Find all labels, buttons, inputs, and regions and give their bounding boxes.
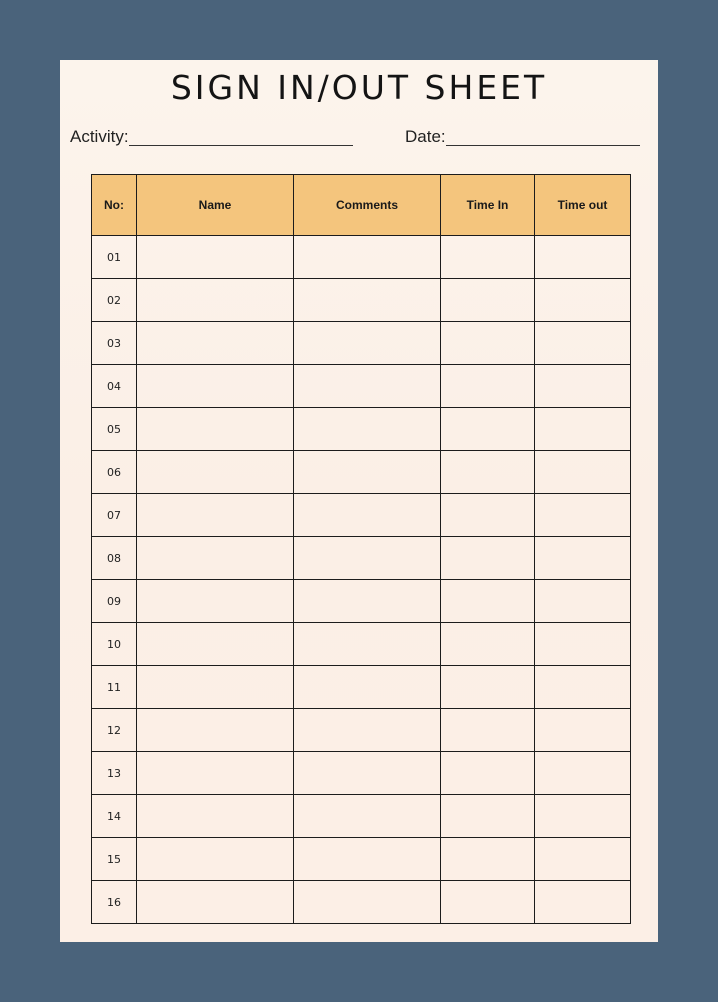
time-in-cell[interactable] — [441, 322, 535, 365]
time-in-cell[interactable] — [441, 666, 535, 709]
time-in-cell[interactable] — [441, 451, 535, 494]
name-cell[interactable] — [137, 451, 294, 494]
activity-blank-line[interactable] — [129, 144, 353, 146]
table-row — [92, 709, 631, 752]
name-cell[interactable] — [137, 838, 294, 881]
table-row — [92, 365, 631, 408]
time-out-cell[interactable] — [535, 322, 631, 365]
time-in-cell[interactable] — [441, 838, 535, 881]
table-row — [92, 580, 631, 623]
comments-cell[interactable] — [294, 580, 441, 623]
comments-cell[interactable] — [294, 623, 441, 666]
comments-cell[interactable] — [294, 236, 441, 279]
comments-cell[interactable] — [294, 795, 441, 838]
time-out-cell[interactable] — [535, 881, 631, 924]
name-cell[interactable] — [137, 580, 294, 623]
sign-in-out-sheet — [60, 60, 658, 942]
row-number: 07 — [92, 494, 137, 537]
row-number: 02 — [92, 279, 137, 322]
comments-cell[interactable] — [294, 752, 441, 795]
time-out-cell[interactable] — [535, 795, 631, 838]
row-number: 03 — [92, 322, 137, 365]
name-cell[interactable] — [137, 752, 294, 795]
name-cell[interactable] — [137, 322, 294, 365]
name-cell[interactable] — [137, 236, 294, 279]
time-out-cell[interactable] — [535, 279, 631, 322]
table-row — [92, 752, 631, 795]
table-row — [92, 236, 631, 279]
name-cell[interactable] — [137, 408, 294, 451]
time-out-cell[interactable] — [535, 752, 631, 795]
table-row — [92, 838, 631, 881]
name-cell[interactable] — [137, 365, 294, 408]
date-blank-line[interactable] — [446, 144, 640, 146]
name-cell[interactable] — [137, 795, 294, 838]
time-in-cell[interactable] — [441, 408, 535, 451]
comments-cell[interactable] — [294, 666, 441, 709]
time-in-cell[interactable] — [441, 279, 535, 322]
date-label: Date: — [405, 127, 446, 146]
row-number: 05 — [92, 408, 137, 451]
comments-cell[interactable] — [294, 494, 441, 537]
time-in-cell[interactable] — [441, 709, 535, 752]
comments-cell[interactable] — [294, 408, 441, 451]
row-number: 01 — [92, 236, 137, 279]
row-number: 04 — [92, 365, 137, 408]
time-out-cell[interactable] — [535, 537, 631, 580]
table-row — [92, 451, 631, 494]
name-cell[interactable] — [137, 279, 294, 322]
name-cell[interactable] — [137, 494, 294, 537]
row-number: 16 — [92, 881, 137, 924]
activity-field — [70, 124, 353, 148]
comments-cell[interactable] — [294, 838, 441, 881]
time-in-cell[interactable] — [441, 537, 535, 580]
header-time-out: Time out — [535, 175, 631, 236]
time-in-cell[interactable] — [441, 494, 535, 537]
table-header-row — [92, 175, 631, 236]
activity-label: Activity: — [70, 127, 129, 146]
time-out-cell[interactable] — [535, 580, 631, 623]
time-in-cell[interactable] — [441, 236, 535, 279]
row-number: 13 — [92, 752, 137, 795]
time-in-cell[interactable] — [441, 580, 535, 623]
time-in-cell[interactable] — [441, 365, 535, 408]
table-row — [92, 408, 631, 451]
header-name: Name — [137, 175, 294, 236]
row-number: 08 — [92, 537, 137, 580]
table-row — [92, 666, 631, 709]
name-cell[interactable] — [137, 709, 294, 752]
time-out-cell[interactable] — [535, 709, 631, 752]
row-number: 09 — [92, 580, 137, 623]
comments-cell[interactable] — [294, 365, 441, 408]
time-out-cell[interactable] — [535, 408, 631, 451]
table-row — [92, 537, 631, 580]
table-body — [92, 236, 631, 924]
table-row — [92, 279, 631, 322]
row-number: 12 — [92, 709, 137, 752]
name-cell[interactable] — [137, 537, 294, 580]
table-row — [92, 795, 631, 838]
header-time-in: Time In — [441, 175, 535, 236]
row-number: 15 — [92, 838, 137, 881]
header-comments: Comments — [294, 175, 441, 236]
time-out-cell[interactable] — [535, 838, 631, 881]
sheet-title: SIGN IN/OUT SHEET — [170, 68, 548, 107]
comments-cell[interactable] — [294, 537, 441, 580]
time-in-cell[interactable] — [441, 795, 535, 838]
comments-cell[interactable] — [294, 322, 441, 365]
time-out-cell[interactable] — [535, 451, 631, 494]
date-field — [405, 124, 640, 148]
time-out-cell[interactable] — [535, 494, 631, 537]
header-no: No: — [92, 175, 137, 236]
time-out-cell[interactable] — [535, 236, 631, 279]
time-in-cell[interactable] — [441, 623, 535, 666]
comments-cell[interactable] — [294, 451, 441, 494]
table-row — [92, 322, 631, 365]
time-in-cell[interactable] — [441, 881, 535, 924]
table-row — [92, 623, 631, 666]
table-row — [92, 494, 631, 537]
comments-cell[interactable] — [294, 279, 441, 322]
row-number: 11 — [92, 666, 137, 709]
row-number: 14 — [92, 795, 137, 838]
sign-in-out-table — [91, 174, 631, 924]
row-number: 06 — [92, 451, 137, 494]
time-out-cell[interactable] — [535, 666, 631, 709]
name-cell[interactable] — [137, 881, 294, 924]
time-out-cell[interactable] — [535, 365, 631, 408]
time-out-cell[interactable] — [535, 623, 631, 666]
comments-cell[interactable] — [294, 709, 441, 752]
time-in-cell[interactable] — [441, 752, 535, 795]
table-row — [92, 881, 631, 924]
comments-cell[interactable] — [294, 881, 441, 924]
name-cell[interactable] — [137, 666, 294, 709]
name-cell[interactable] — [137, 623, 294, 666]
row-number: 10 — [92, 623, 137, 666]
